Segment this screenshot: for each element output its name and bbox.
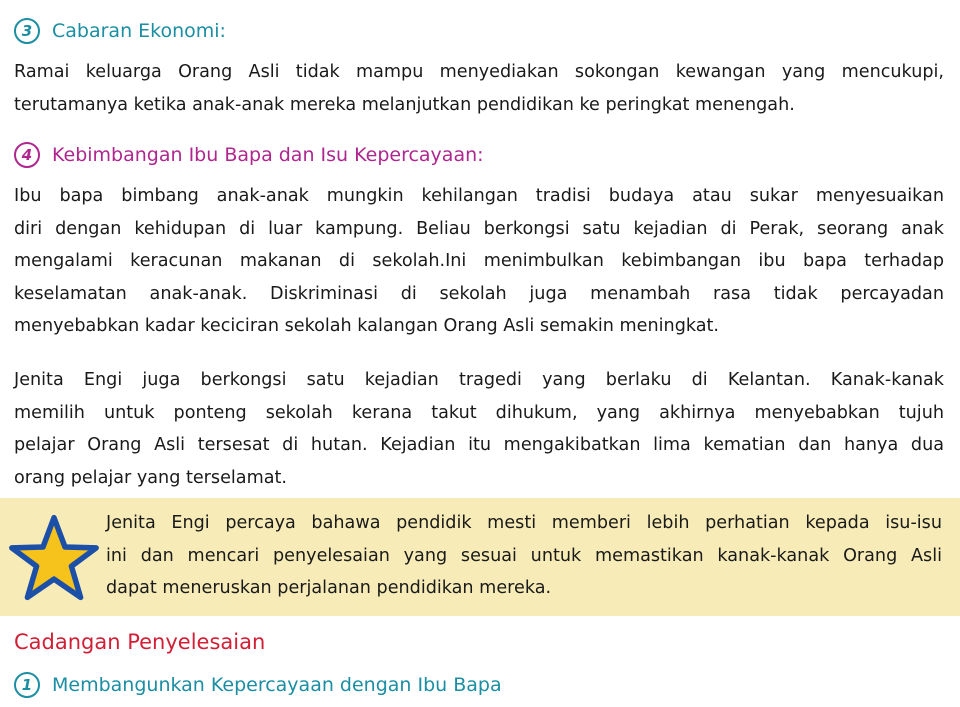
callout-line: Jenita Engi percaya bahawa pendidik mesti memberi lebih perhatian kepada isu-isu [106, 513, 942, 533]
paragraph-line: orang pelajar yang terselamat. [14, 467, 287, 488]
star-icon [8, 514, 100, 602]
paragraph-line: pelajar Orang Asli tersesat di hutan. Kejadian itu mengakibatkan lima kematian dan hanya dua [14, 435, 944, 455]
paragraph-line: Jenita Engi juga berkongsi satu kejadian tragedi yang berlaku di Kelantan. Kanak-kanak [14, 370, 944, 390]
number-badge-1: 1 [14, 672, 40, 698]
section-4-heading [14, 142, 484, 168]
section-3-title: Cabaran Ekonomi: [52, 20, 226, 42]
solution-1-title: Membangunkan Kepercayaan dengan Ibu Bapa [52, 674, 502, 696]
number-badge-4: 4 [14, 142, 40, 168]
paragraph-line: terutamanya ketika anak-anak mereka melanjutkan pendidikan ke peringkat menengah. [14, 94, 795, 115]
paragraph-line: memilih untuk ponteng sekolah kerana takut dihukum, yang akhirnya menyebabkan tujuh [14, 402, 944, 423]
section-4-title: Kebimbangan Ibu Bapa dan Isu Kepercayaan: [52, 144, 484, 166]
paragraph-line: diri dengan kehidupan di luar kampung. Beliau berkongsi satu kejadian di Perak, seorang anak [14, 218, 944, 239]
paragraph-line: Ramai keluarga Orang Asli tidak mampu menyediakan sokongan kewangan yang mencukupi, [14, 62, 944, 82]
callout-text [106, 507, 942, 605]
section-3-paragraph [14, 56, 944, 121]
section-3-heading [14, 18, 226, 44]
section-4-paragraph-2 [14, 364, 944, 494]
number-badge-3: 3 [14, 18, 40, 44]
paragraph-line: menyebabkan kadar keciciran sekolah kalangan Orang Asli semakin meningkat. [14, 316, 720, 336]
paragraph-line: keselamatan anak-anak. Diskriminasi di sekolah juga menambah rasa tidak percayadan [14, 283, 944, 304]
paragraph-line: Ibu bapa bimbang anak-anak mungkin kehilangan tradisi budaya atau sukar menyesuaikan [14, 186, 944, 206]
callout-line: ini dan mencari penyelesaian yang sesuai untuk memastikan kanak-kanak Orang Asli [106, 545, 942, 566]
paragraph-line: mengalami keracunan makanan di sekolah.Ini menimbulkan kebimbangan ibu bapa terhadap [14, 251, 944, 271]
solution-1-heading [14, 672, 502, 698]
callout-line: dapat meneruskan perjalanan pendidikan mereka. [106, 578, 552, 598]
callout-box [0, 498, 960, 616]
solutions-title: Cadangan Penyelesaian [14, 630, 266, 654]
section-4-paragraph-1 [14, 180, 944, 343]
